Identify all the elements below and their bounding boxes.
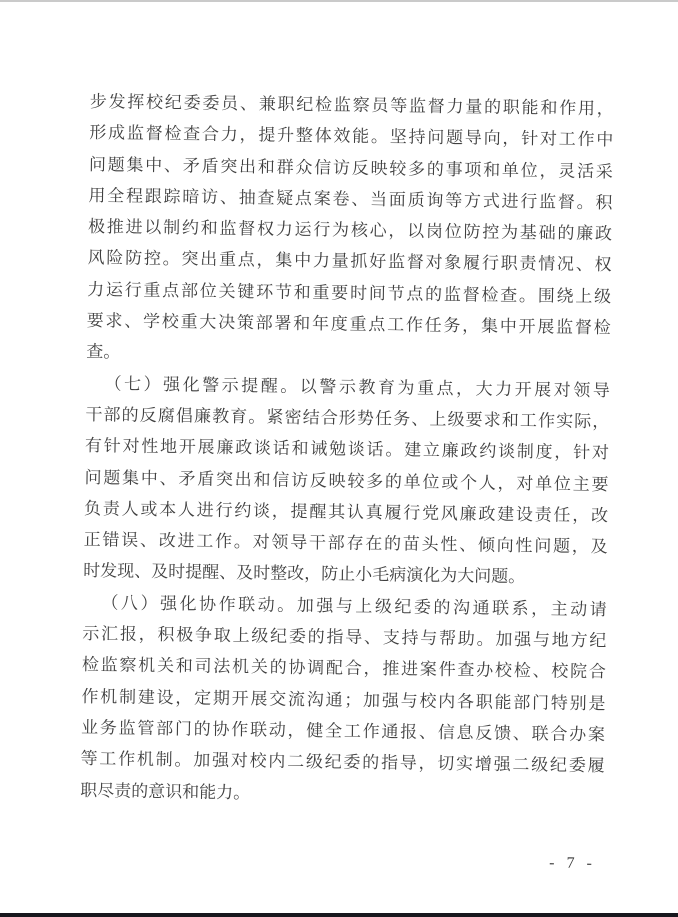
text-line: 等工作机制。加强对校内二级纪委的指导，切实增强二级纪委履 [80,749,605,776]
page-number: - 7 - [549,854,596,873]
text-line: 有针对性地开展廉政谈话和诫勉谈话。建立廉政约谈制度，针对 [84,436,610,463]
text-line: 时发现、及时提醒、及时整改，防止小毛病演化为大问题。 [83,561,526,587]
text-line: 职尽责的意识和能力。 [80,780,251,802]
text-line: 检监察机关和司法机关的协调配合，推进案件查办校检、校院合 [81,655,606,682]
text-line: （八）强化协作联动。加强与上级纪委的沟通联系，主动请 [101,592,607,620]
text-line: 形成监督检查合力，提升整体效能。坚持问题导向，针对工作中 [89,123,614,150]
text-line: 作机制建设，定期开展交流沟通；加强与校内各职能部门特别是 [81,686,606,713]
text-line: （七）强化警示提醒。以警示教育为重点，大力开展对领导 [104,373,610,400]
text-line: 极推进以制约和监督权力运行为核心，以岗位防控为基础的廉政 [87,217,613,244]
text-line: 示汇报，积极争取上级纪委的指导、支持与帮助。加强与地方纪 [82,623,607,651]
text-line: 用全程跟踪暗访、抽查疑点案卷、当面质询等方式进行监督。积 [88,185,613,213]
text-line: 负责人或本人进行约谈，提醒其认真履行党风廉政建设责任，改 [83,498,609,526]
text-line: 力运行重点部位关键环节和重要时间节点的监督检查。围绕上级 [87,279,612,307]
scan-bottom-edge-bar [0,913,678,917]
text-line: 问题集中、矛盾突出和信访反映较多的单位或个人，对单位主要 [84,467,609,494]
text-block [80,86,614,813]
text-line: 查。 [86,342,121,362]
text-line: 干部的反腐倡廉教育。紧密结合形势任务、上级要求和工作实际， [85,404,610,432]
text-line: 要求、学校重大决策部署和年度重点工作任务，集中开展监督检 [86,311,611,338]
text-line: 问题集中、矛盾突出和群众信访反映较多的事项和单位，灵活采 [88,154,613,181]
text-line: 业务监管部门的协作联动，健全工作通报、信息反馈、联合办案 [80,717,606,745]
text-line: 风险防控。突出重点，集中力量抓好监督对象履行职责情况、权 [87,248,612,275]
page-content [79,86,614,893]
scan-top-edge-line [0,0,678,2]
text-line: 步发挥校纪委委员、兼职纪检监察员等监督力量的职能和作用， [89,91,614,119]
text-line: 正错误、改进工作。对领导干部存在的苗头性、倾向性问题，及 [83,530,608,557]
